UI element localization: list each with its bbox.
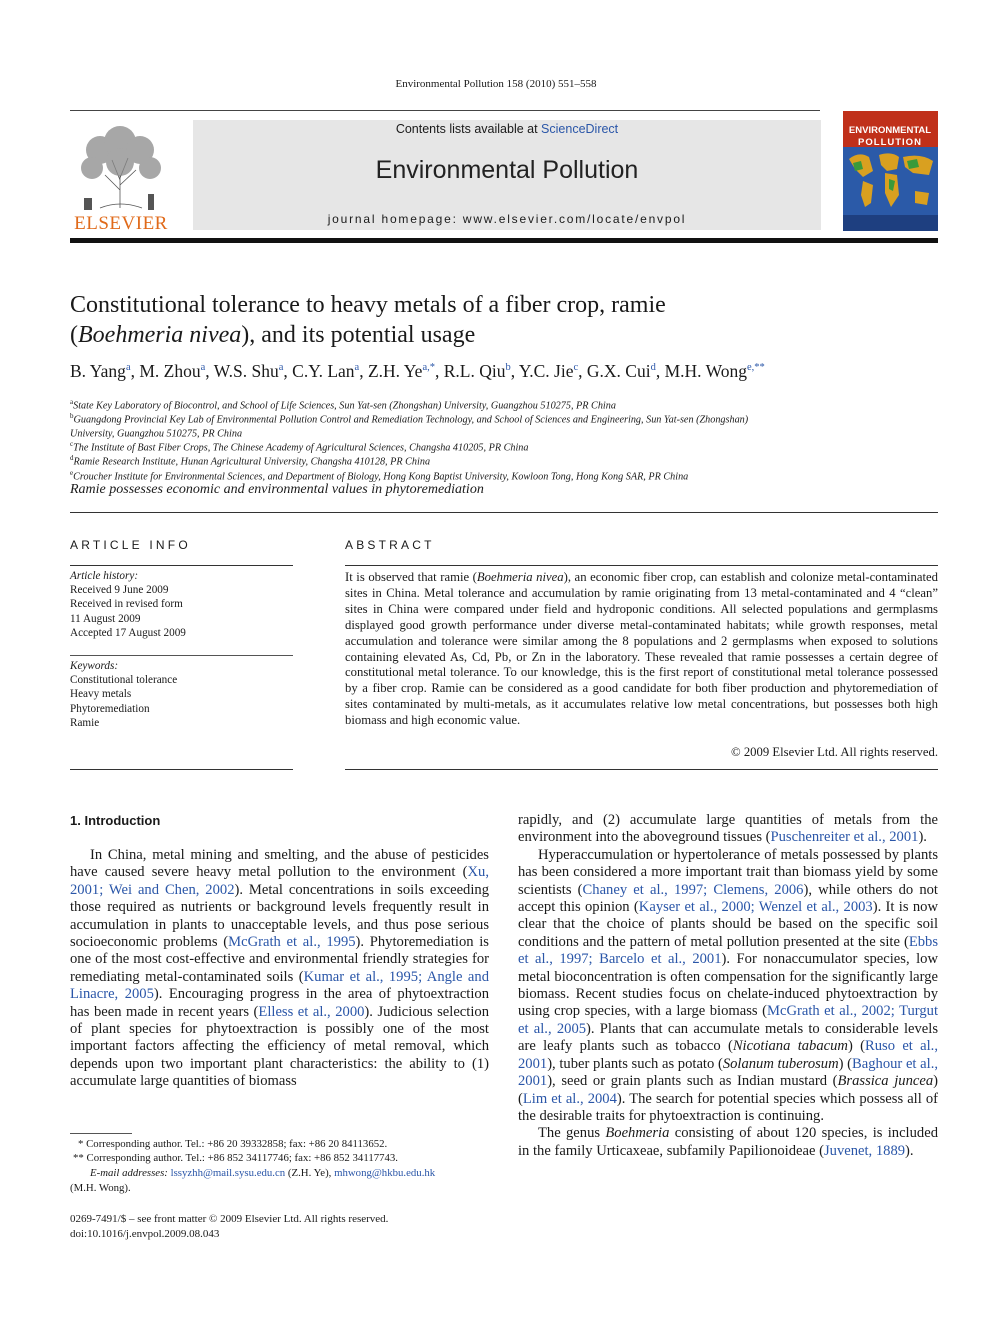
- author-separator: ,: [205, 361, 214, 381]
- author-separator: ,: [578, 361, 587, 381]
- body-text: ), seed or grain plants such as Indian mustard (: [547, 1073, 838, 1090]
- author-affiliation-marker[interactable]: a: [200, 362, 206, 374]
- author-affiliation-marker[interactable]: a,*: [422, 362, 435, 374]
- author-affiliation-marker[interactable]: c: [573, 362, 579, 374]
- title-species: Boehmeria nivea: [78, 322, 242, 348]
- affiliation-marker: d: [70, 454, 74, 462]
- elsevier-wordmark: ELSEVIER: [74, 213, 168, 232]
- journal-citation: Environmental Pollution 158 (2010) 551–558: [395, 78, 597, 90]
- keywords-label: Keywords:: [70, 660, 119, 672]
- author-affiliation-marker[interactable]: e,**: [746, 362, 765, 374]
- affiliation-marker: c: [70, 440, 74, 448]
- title-line1: Constitutional tolerance to heavy metals of a fiber crop, ramie: [70, 292, 666, 318]
- author-name: M.H. Wong: [664, 361, 747, 381]
- body-text: ). Metal concentrations in soils exceeding those required as nutrients or background levels frequently result in accumulation in plants to unacceptable levels, and thus pose serious socioeconomic problems (: [70, 881, 490, 951]
- author-list: [70, 361, 950, 382]
- author-affiliation-marker[interactable]: a: [278, 362, 284, 374]
- footnote-rule: [70, 1133, 132, 1134]
- intro-paragraph: [70, 847, 489, 1091]
- body-text: ).: [905, 1142, 914, 1159]
- footnote-emails: [70, 1166, 490, 1181]
- article-highlight: Ramie possesses economic and environmental values in phytoremediation: [70, 482, 484, 497]
- citation-link[interactable]: Ebbs et al., 1997; Barcelo et al., 2001: [518, 933, 938, 968]
- article-title: [70, 290, 930, 350]
- intro-paragraph: [518, 847, 938, 1126]
- species-name: Brassica juncea: [837, 1073, 934, 1090]
- history-label: Article history:: [70, 570, 139, 582]
- abstract-text: It is observed that ramie (: [345, 570, 477, 584]
- citation-link[interactable]: Ruso et al., 2001: [518, 1038, 938, 1072]
- author-separator: ,: [130, 361, 140, 381]
- citation-link[interactable]: McGrath et al., 2002; Turgut et al., 2005: [518, 1003, 939, 1037]
- author-separator: ,: [359, 361, 368, 381]
- body-text: ). Encouraging progress in the area of phytoextraction has been made in recent years (: [70, 986, 490, 1020]
- article-history: [70, 569, 293, 640]
- author-name: Z.H. Ye: [367, 361, 423, 381]
- body-text: rapidly, and (2) accumulate large quantities of metals from the environment into the aboveground tissues (: [518, 812, 938, 846]
- citation-link[interactable]: Juvenet, 1889: [823, 1142, 906, 1159]
- sciencedirect-link[interactable]: ScienceDirect: [541, 122, 619, 136]
- author-affiliation-marker[interactable]: a: [354, 362, 360, 374]
- section-heading-introduction: 1. Introduction: [70, 813, 161, 828]
- abstract-copyright: © 2009 Elsevier Ltd. All rights reserved.: [731, 745, 938, 759]
- email-owner: (Z.H. Ye),: [285, 1167, 335, 1179]
- citation-link[interactable]: Baghour et al., 2001: [518, 1055, 938, 1090]
- cover-title-line2: POLLUTION: [858, 137, 922, 148]
- body-text: ) (: [518, 1073, 938, 1107]
- header-thick-rule: [70, 238, 938, 243]
- title-paren: (: [70, 322, 78, 348]
- author-separator: ,: [655, 361, 665, 381]
- author-name: W.S. Shu: [213, 361, 279, 381]
- author-name: Y.C. Jie: [518, 361, 574, 381]
- footnote-email-owner: (M.H. Wong).: [70, 1182, 131, 1194]
- contents-line: [193, 122, 821, 136]
- article-info-rule: [70, 565, 293, 566]
- species-name: Solanum tuberosum: [722, 1055, 839, 1072]
- body-text: ), while others do not accept this opinion (: [518, 881, 938, 916]
- body-text: ). For nonaccumulator species, low metal bioconcentration is often compensation for the significantly large biomass. Recent studies focus on chelate-induced phytoextraction by using crop species, with a large biomass (: [518, 951, 938, 1020]
- abstract-species: Boehmeria nivea: [476, 570, 564, 584]
- affiliation-marker: a: [70, 398, 74, 406]
- author-separator: ,: [434, 361, 444, 381]
- citation-link[interactable]: Xu, 2001; Wei and Chen, 2002: [70, 864, 489, 898]
- abstract-rule: [345, 565, 938, 566]
- keyword: Phytoremediation: [70, 702, 150, 715]
- homepage-line: [193, 212, 821, 226]
- citation-link[interactable]: Lim et al., 2004: [522, 1090, 617, 1107]
- header-rule: [70, 110, 820, 111]
- affiliation-text: The Institute of Bast Fiber Crops, The Chinese Academy of Agricultural Sciences, Changsha 410205, PR China: [73, 442, 529, 454]
- keyword: Heavy metals: [70, 688, 132, 701]
- abstract-body: [345, 570, 938, 729]
- author-affiliation-marker[interactable]: a: [125, 362, 131, 374]
- author-name: C.Y. Lan: [292, 361, 355, 381]
- body-text: ).: [918, 829, 927, 846]
- title-rule: [70, 512, 938, 513]
- affiliation-text: University, Guangzhou 510275, PR China: [70, 428, 243, 440]
- author-name: B. Yang: [70, 361, 126, 381]
- author-affiliation-marker[interactable]: b: [505, 362, 511, 374]
- affiliation-marker: e: [70, 469, 74, 477]
- journal-cover-image: [843, 111, 938, 231]
- abstract-text: ), an economic fiber crop, can establish and colonize metal-contaminated sites in China. Metal tolerance and accumulation by ramie originating from 13 metal-contaminated and 4 “clean” sites in China were compared under field and hydroponic conditions. All selected populations and germplasms displayed good growth performance under diverse metal-contaminated habitats; while growth responses, metal accumulation and tolerance were similar among the 8 populations and 2 germplasms when exposed to solutions containing elevated As, Cd, Pb, or Zn in the laboratory. These revealed that ramie possesses a certain degree of constitutional metal tolerance. To our knowledge, this is the first report of constitutional metal tolerance possessed by a fiber crop. Ramie can be considered as a good candidate for both fiber production and phytoremediation of sites contaminated by multi-metals, as it accumulates relative low metal concentrations, but possesses both high biomass and high economic value.: [345, 570, 938, 728]
- history-item: 11 August 2009: [70, 612, 141, 625]
- email-link-wong[interactable]: mhwong@hkbu.edu.hk: [334, 1167, 436, 1179]
- cover-title-line1: ENVIRONMENTAL: [848, 125, 932, 136]
- author-affiliation-marker[interactable]: d: [650, 362, 656, 374]
- intro-paragraph: [518, 1125, 938, 1160]
- email-link-ye[interactable]: lssyzhh@mail.sysu.edu.cn: [170, 1167, 286, 1179]
- author-separator: ,: [510, 361, 519, 381]
- doi-line[interactable]: doi:10.1016/j.envpol.2009.08.043: [70, 1227, 220, 1240]
- citation-link[interactable]: Kumar et al., 1995; Angle and Linacre, 2005: [70, 968, 489, 1003]
- citation-link[interactable]: Puschenreiter et al., 2001: [770, 829, 919, 846]
- journal-title: Environmental Pollution: [375, 156, 639, 184]
- body-text: ), tuber plants such as potato (: [547, 1055, 723, 1072]
- homepage-url[interactable]: www.elsevier.com/locate/envpol: [462, 212, 687, 226]
- body-text: ). Plants that can accumulate metals to considerable levels are leafy plants such as tobacco (: [518, 1020, 938, 1055]
- abstract-bottom-rule: [345, 769, 938, 770]
- citation-link[interactable]: McGrath et al., 1995: [228, 934, 356, 951]
- history-item: Accepted 17 August 2009: [70, 626, 186, 639]
- body-text: ). Judicious selection of plant species for phytoextraction is possibly one of the most important factors affecting the efficiency of metal removal, which depends upon two important plant characteristics: the ability to (1) accumulate large quantities of biomass: [70, 1003, 489, 1090]
- email-label: E-mail addresses:: [90, 1167, 168, 1179]
- author-name: R.L. Qiu: [443, 361, 506, 381]
- article-info-heading: ARTICLE INFO: [70, 538, 191, 552]
- contents-prefix: Contents lists available at: [395, 122, 542, 136]
- journal-cover[interactable]: [843, 111, 938, 231]
- author-name: M. Zhou: [139, 361, 201, 381]
- abstract-heading: ABSTRACT: [345, 538, 435, 552]
- elsevier-logo[interactable]: [70, 120, 172, 232]
- affiliation-text: Ramie Research Institute, Hunan Agricultural University, Changsha 410128, PR China: [73, 456, 431, 468]
- citation-link[interactable]: Elless et al., 2000: [258, 1003, 365, 1020]
- history-item: Received in revised form: [70, 598, 183, 611]
- body-text: ) (: [838, 1055, 853, 1072]
- keywords: [70, 659, 293, 730]
- homepage-prefix: journal homepage:: [327, 212, 463, 226]
- affiliation-marker: b: [70, 412, 74, 420]
- front-matter: [70, 1212, 388, 1241]
- keyword: Ramie: [70, 716, 100, 729]
- author-name: G.X. Cui: [586, 361, 651, 381]
- species-name: Boehmeria: [605, 1125, 670, 1142]
- title-rest: ), and its potential usage: [241, 322, 476, 348]
- body-text: ). Phytoremediation is one of the most cost-effective and environmental friendly strategies for remediating metal-contaminated soils (: [70, 934, 489, 985]
- elsevier-tree-icon: [70, 120, 172, 232]
- intro-paragraph: [518, 812, 938, 847]
- author-separator: ,: [283, 361, 293, 381]
- article-info-divider: [70, 655, 293, 656]
- footnote-corresponding-2: ** Corresponding author. Tel.: +86 852 34117746; fax: +86 852 34117743.: [73, 1152, 399, 1164]
- body-text: ) (: [847, 1038, 865, 1055]
- body-text: The genus: [538, 1125, 606, 1142]
- footnote-corresponding-1: * Corresponding author. Tel.: +86 20 39332858; fax: +86 20 84113652.: [78, 1138, 388, 1150]
- body-column-right: [518, 812, 938, 1160]
- species-name: Nicotiana tabacum: [732, 1038, 848, 1055]
- keyword: Constitutional tolerance: [70, 674, 178, 687]
- body-text: Hyperaccumulation or hypertolerance of metals possessed by plants has been considered a more important trait than biomass yield by some scientists (: [518, 846, 938, 898]
- body-text: consisting of about 120 species, is included in the family Urticaxeae, subfamily Papilionoideae (: [518, 1125, 938, 1159]
- issn-line: 0269-7491/$ – see front matter © 2009 Elsevier Ltd. All rights reserved.: [70, 1213, 389, 1225]
- body-text: In China, metal mining and smelting, and the abuse of pesticides have caused severe heavy metal pollution to the environment (: [70, 847, 489, 881]
- affiliation-text: State Key Laboratory of Biocontrol, and School of Life Sciences, Sun Yat-sen (Zhongshan) University, Guangzhou 510275, PR China: [73, 400, 616, 412]
- affiliation-text: Guangdong Provincial Key Lab of Environmental Pollution Control and Remediation Technology, and School of Sciences and Engineering, Sun Yat-sen (Zhongshan): [73, 414, 749, 426]
- body-column-left: [70, 847, 489, 1091]
- affiliation-text: Croucher Institute for Environmental Sciences, and Department of Biology, Hong Kong Baptist University, Kowloon Tong, Hong Kong SAR, PR China: [73, 471, 689, 483]
- article-info-bottom-rule: [70, 769, 293, 770]
- body-text: ). The search for potential species which possess all of the desirable traits for phytoextraction is continuing.: [518, 1090, 938, 1124]
- citation-link[interactable]: Chaney et al., 1997; Clemens, 2006: [582, 881, 804, 898]
- citation-link[interactable]: Kayser et al., 2000; Wenzel et al., 2003: [638, 899, 873, 916]
- journal-masthead: [193, 120, 821, 230]
- history-item: Received 9 June 2009: [70, 584, 169, 597]
- body-text: ). It is now clear that the choice of plants should be based on the specific soil conditions and the pattern of metal pollution presented at the site (: [518, 899, 938, 950]
